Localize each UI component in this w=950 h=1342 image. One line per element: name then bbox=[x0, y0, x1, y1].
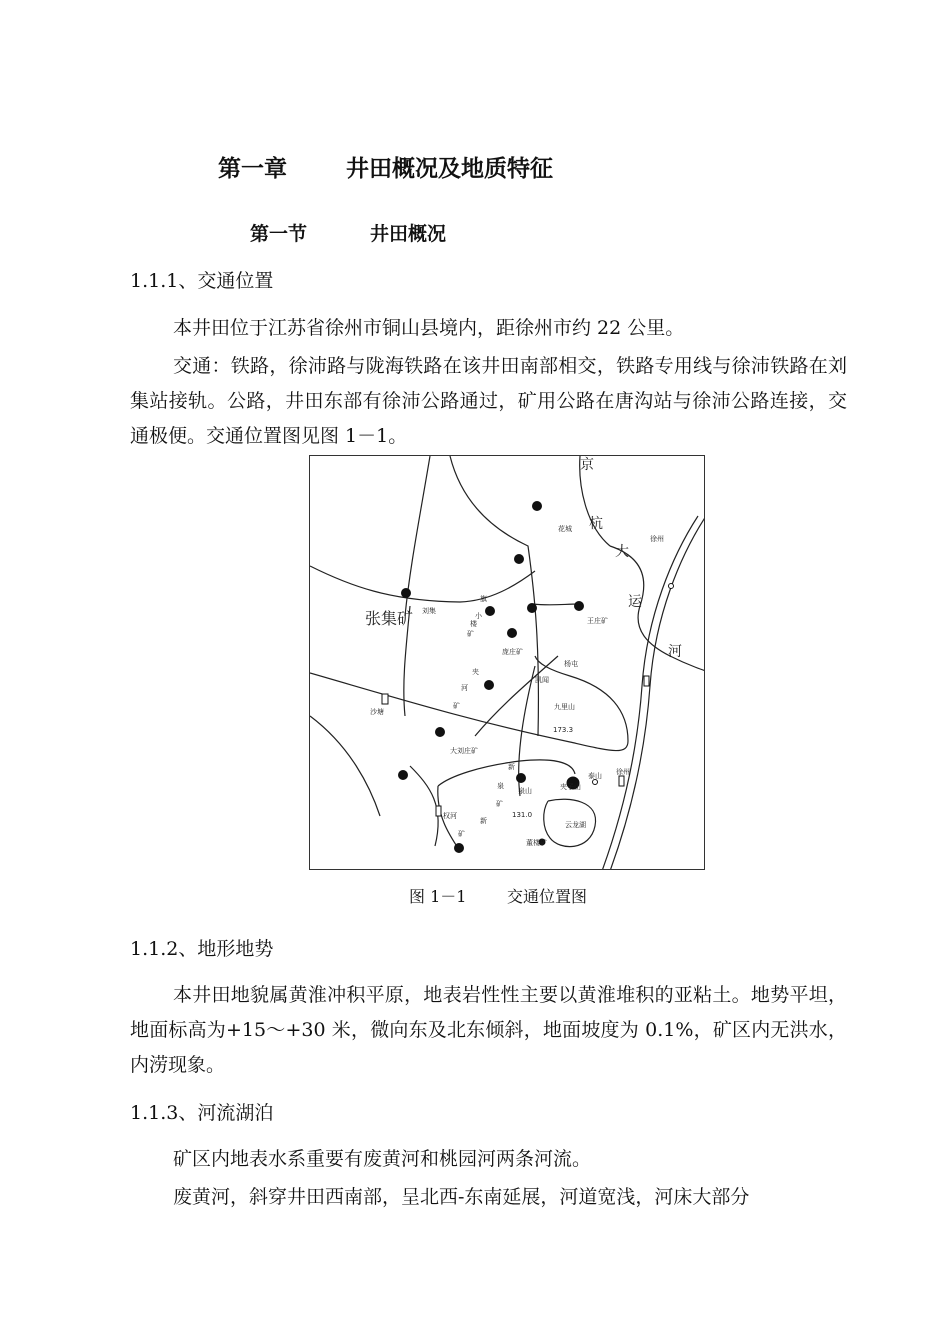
canal-east bbox=[610, 546, 705, 671]
label-taishan: 泰山 bbox=[588, 772, 602, 780]
section-title bbox=[250, 219, 446, 246]
mine-marker bbox=[485, 681, 494, 690]
section-name: 井田概况 bbox=[370, 223, 447, 245]
mine-marker bbox=[402, 589, 411, 598]
map-drawing bbox=[310, 456, 705, 870]
label-elevation: 173.3 bbox=[553, 726, 574, 734]
label-quan: 泉 bbox=[497, 782, 504, 790]
station-marker bbox=[644, 676, 649, 686]
subsection-heading-1: 1.1.1、交通位置 bbox=[130, 270, 274, 292]
figure-number: 图 1－1 bbox=[409, 887, 467, 906]
mine-marker bbox=[575, 602, 584, 611]
station-marker bbox=[436, 806, 441, 816]
label-he: 河 bbox=[668, 644, 682, 660]
mine-marker bbox=[455, 844, 464, 853]
label-dalianzhuang: 大刘庄矿 bbox=[450, 747, 478, 755]
paragraph-feihuanghe: 废黄河，斜穿井田西南部，呈北西-东南延展，河道宽浅，河床大部分 bbox=[173, 1186, 750, 1208]
label-zhangji: 张集矿 bbox=[365, 609, 414, 628]
road-north bbox=[450, 456, 538, 736]
label-da: 大 bbox=[615, 544, 629, 560]
label-jia: 夹 bbox=[472, 668, 479, 676]
station-marker bbox=[382, 694, 388, 704]
label-jing: 京 bbox=[580, 457, 594, 473]
road-south bbox=[438, 760, 575, 786]
label-yangtun: 杨屯 bbox=[564, 660, 578, 668]
label-jiazi: 夹子山 bbox=[560, 783, 581, 791]
chapter-name: 井田概况及地质特征 bbox=[346, 156, 553, 182]
section-number: 第一节 bbox=[250, 223, 308, 245]
label-xin: 新 bbox=[508, 763, 515, 771]
label-huacheng: 花城 bbox=[558, 525, 572, 533]
subsection-heading-2: 1.1.2、地形地势 bbox=[130, 938, 274, 960]
label-wangzhuang: 王庄矿 bbox=[587, 617, 608, 625]
label-pangzhuang: 庞庄矿 bbox=[502, 648, 523, 656]
road-west-south bbox=[410, 766, 438, 846]
traffic-location-map bbox=[309, 455, 705, 870]
station-marker bbox=[619, 776, 624, 786]
subsection-heading-3: 1.1.3、河流湖泊 bbox=[130, 1102, 274, 1124]
label-xuzhou-s: 徐州 bbox=[616, 768, 630, 776]
station-marker bbox=[593, 780, 598, 785]
road-center bbox=[475, 656, 558, 736]
railway-line bbox=[310, 656, 628, 751]
label-qi: 旗 bbox=[480, 595, 487, 603]
label-elevation-2: 131.0 bbox=[512, 811, 533, 819]
label-jiulishan: 九里山 bbox=[554, 703, 575, 711]
label-dalou: 董楼矿 bbox=[526, 839, 547, 847]
paragraph-location: 本井田位于江苏省徐州市铜山县境内，距徐州市约 22 公里。 bbox=[173, 317, 685, 339]
road-southwest-far bbox=[310, 716, 380, 816]
mine-marker bbox=[436, 728, 445, 737]
label-quhe: 权河 bbox=[443, 812, 457, 820]
mine-marker bbox=[399, 771, 408, 780]
mine-marker bbox=[528, 604, 537, 613]
road-liuji bbox=[310, 566, 535, 602]
label-xin2: 新 bbox=[480, 817, 487, 825]
label-liuji: 刘集 bbox=[422, 607, 436, 615]
label-kaixin: 凯闻 bbox=[535, 676, 549, 684]
label-kuang2: 矿 bbox=[453, 702, 460, 710]
label-kuang4: 矿 bbox=[458, 830, 465, 838]
mine-marker bbox=[486, 607, 495, 616]
figure-title: 交通位置图 bbox=[507, 887, 588, 906]
label-he2: 河 bbox=[461, 684, 468, 692]
label-quanshan: 泉山 bbox=[518, 787, 532, 795]
paragraph-terrain: 本井田地貌属黄淮冲积平原，地表岩性性主要以黄淮堆积的亚粘土。地势平坦，地面标高为+15～+30 米，微向东及北东倾斜，地面坡度为 0.1%，矿区内无洪水，内涝现象。 bbox=[130, 984, 847, 1076]
station-marker bbox=[669, 584, 674, 589]
chapter-number: 第一章 bbox=[218, 156, 287, 182]
label-shagou: 沙塘 bbox=[370, 708, 384, 716]
label-hang: 杭 bbox=[589, 516, 603, 532]
mine-marker bbox=[517, 774, 526, 783]
label-kuang1: 矿 bbox=[467, 630, 474, 638]
label-xuzhou-n: 徐州 bbox=[650, 535, 664, 543]
label-yunlong: 云龙湖 bbox=[565, 821, 586, 829]
paragraph-transport: 交通：铁路，徐沛路与陇海铁路在该井田南部相交，铁路专用线与徐沛铁路在刘集站接轨。公路，井田东部有徐沛公路通过，矿用公路在唐沟站与徐沛公路连接，交通极便。交通位置图见图 1－1。 bbox=[130, 355, 847, 447]
chapter-title bbox=[218, 150, 553, 183]
figure-caption bbox=[409, 884, 587, 907]
mine-marker bbox=[515, 555, 524, 564]
mine-marker bbox=[508, 629, 517, 638]
river-east bbox=[610, 516, 705, 870]
road-wangzhuang bbox=[533, 604, 578, 605]
mine-marker bbox=[533, 502, 542, 511]
label-yun: 运 bbox=[628, 594, 642, 610]
label-lou: 楼 bbox=[470, 620, 477, 628]
label-kuang3: 矿 bbox=[496, 800, 503, 808]
paragraph-rivers: 矿区内地表水系重要有废黄河和桃园河两条河流。 bbox=[173, 1148, 592, 1170]
label-xiao: 小 bbox=[475, 612, 482, 620]
